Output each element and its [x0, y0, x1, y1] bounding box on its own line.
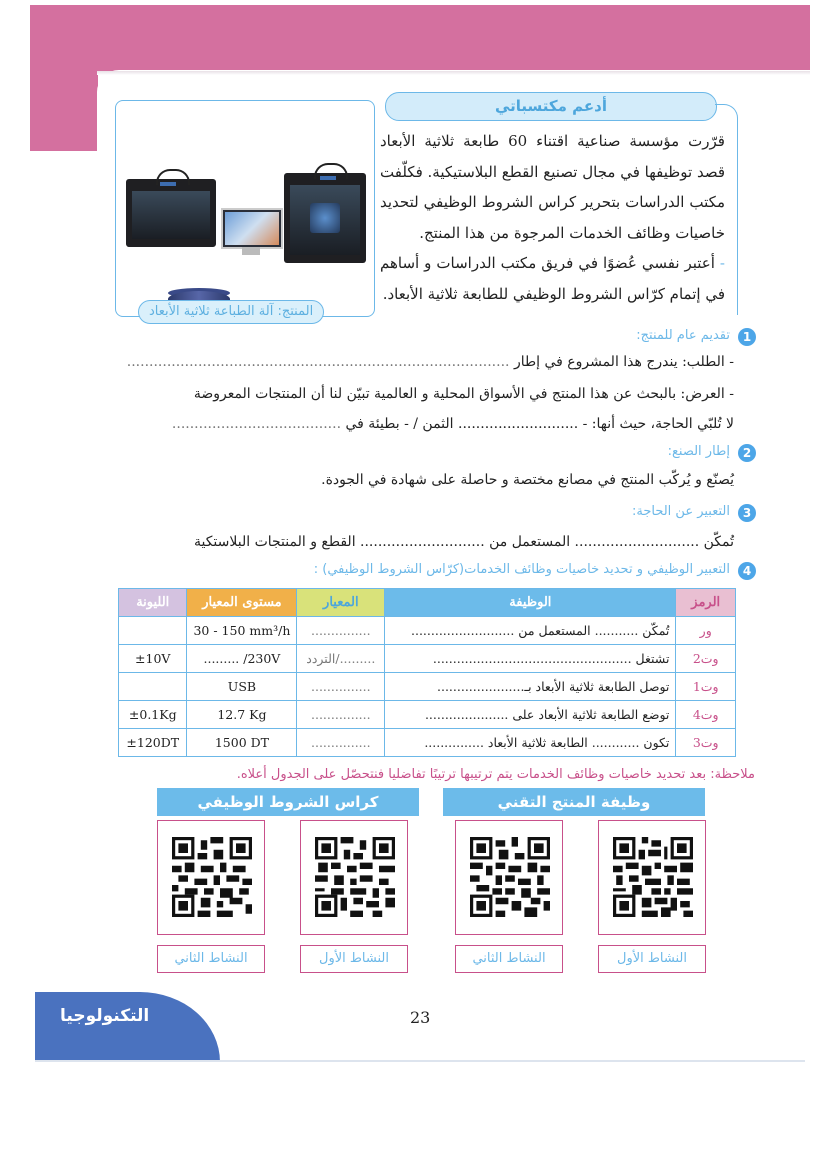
qr-code-icon: [613, 834, 693, 920]
header-criterion: المعيار: [297, 589, 385, 617]
monitor-image: [221, 208, 283, 249]
qr-group-title-specifications: كراس الشروط الوظيفي: [157, 788, 419, 816]
section-number-4: 4: [738, 562, 756, 580]
header-shadow: [97, 71, 810, 75]
table-row: وت4 توضع الطابعة ثلاثية الأبعاد على ..................... ............... 12.7 Kg ±0.1Kg: [119, 701, 736, 729]
section-heading-1: تقديم عام للمنتج:: [636, 328, 730, 343]
need-line: تُمكّن ............................ المستعمل من ............................ القطع و المنتجات البلاستكية: [193, 534, 734, 550]
section-number-2: 2: [738, 444, 756, 462]
section-number-3: 3: [738, 504, 756, 522]
intro-title: أدعم مكتسباتي: [385, 92, 717, 121]
header-flexibility: الليونة: [119, 589, 187, 617]
manufacturing-line: يُصنّع و يُركّب المنتج في مصانع مختصة و حاصلة على شهادة في الجودة.: [321, 472, 734, 488]
intro-task: - أعتبر نفسي عُضوًا في فريق مكتب الدراسات و أساهم في إتمام كرّاس الشروط الوظيفي للطابعة ثلاثية الأبعاد.: [380, 254, 725, 303]
product-photo: [126, 151, 366, 266]
large-printer-image: [284, 173, 366, 263]
header-level: مستوى المعيار: [187, 589, 297, 617]
qr-code-spec-activity-1[interactable]: [300, 820, 408, 935]
section-heading-4: التعبير الوظيفي و تحديد خاصيات وظائف الخدمات(كرّاس الشروط الوظيفي) :: [313, 562, 730, 577]
table-row: وت3 تكون ............ الطابعة ثلاثية الأبعاد ............... ............... 1500 DT ±120DT: [119, 729, 736, 757]
demand-line: - الطلب: يندرج هذا المشروع في إطار ......................................................................................: [126, 354, 734, 370]
product-photo-frame: [115, 100, 375, 317]
small-printer-image: [126, 179, 216, 247]
table-header-row: [119, 589, 736, 617]
subject-title: التكنولوجيا: [60, 1006, 150, 1026]
page-number: 23: [410, 1008, 431, 1027]
qr-code-icon: [470, 834, 550, 920]
qr-label-spec-activity-1[interactable]: النشاط الأول: [300, 945, 408, 973]
qr-code-product-activity-1[interactable]: [598, 820, 706, 935]
offer-line: - العرض: بالبحث عن هذا المنتج في الأسواق المحلية و العالمية تبيّن لنا أن المنتجات المعروضة: [193, 386, 734, 402]
table-row: وت1 توصل الطابعة ثلاثية الأبعاد بـ...................... ............... USB: [119, 673, 736, 701]
intro-paragraph: قرّرت مؤسسة صناعية اقتناء 60 طابعة ثلاثية الأبعاد قصد توظيفها في مجال تصنيع القطع البلاستيكية. فكلّفت مكتب الدراسات بتحرير كراس الشروط الوظيفي لتحديد خاصيات وظائف الخدمات المرجوة من هذا المنتج.: [380, 132, 725, 242]
intro-text: [380, 126, 725, 309]
qr-code-spec-activity-2[interactable]: [157, 820, 265, 935]
header-band: [35, 5, 810, 71]
header-code: الرمز: [676, 589, 736, 617]
header-band-left: [30, 5, 98, 151]
section-heading-2: إطار الصنع:: [667, 444, 730, 459]
qr-code-product-activity-2[interactable]: [455, 820, 563, 935]
offer-line-2: لا تُلبّي الحاجة، حيث أنها: - ........................... الثمن / - بطيئة في ......................................: [171, 416, 734, 432]
qr-label-spec-activity-2[interactable]: النشاط الثاني: [157, 945, 265, 973]
note-text: ملاحظة: بعد تحديد خاصيات وظائف الخدمات يتم ترتيبها ترتيبًا تفاضليا فنتحصّل على الجدول أعلاه.: [236, 767, 755, 782]
qr-label-product-activity-2[interactable]: النشاط الثاني: [455, 945, 563, 973]
qr-label-product-activity-1[interactable]: النشاط الأول: [598, 945, 706, 973]
qr-code-icon: [172, 834, 252, 920]
header-function: الوظيفة: [385, 589, 676, 617]
footer-divider: [35, 1060, 805, 1062]
table-row: ور تُمكّن ........... المستعمل من .......................... ............... 30 - 150 mm³/h: [119, 617, 736, 645]
functional-table: [118, 588, 736, 757]
section-heading-3: التعبير عن الحاجة:: [631, 504, 730, 519]
qr-group-title-product-function: وظيفة المنتج التقني: [443, 788, 705, 816]
product-caption: المنتج: آلة الطباعة ثلاثية الأبعاد: [138, 300, 324, 324]
section-number-1: 1: [738, 328, 756, 346]
qr-code-icon: [315, 834, 395, 920]
table-row: وت2 تشتغل .................................................. ........./التردد ......... /230V ±10V: [119, 645, 736, 673]
